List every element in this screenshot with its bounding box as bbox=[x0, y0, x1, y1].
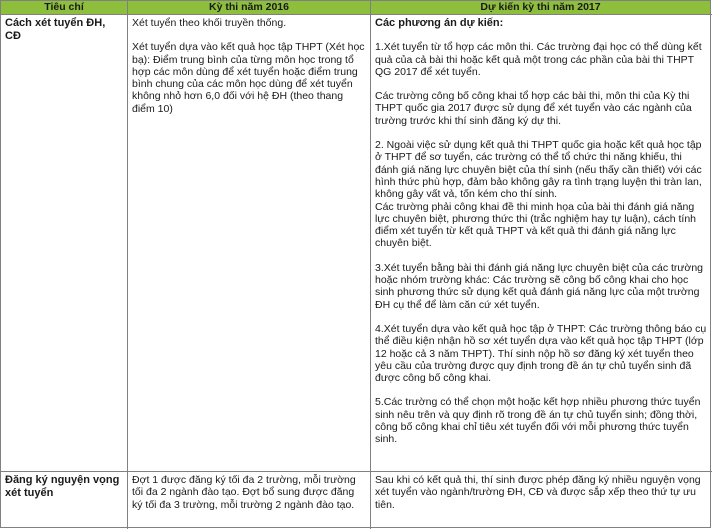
row2-2016-cell bbox=[128, 472, 370, 513]
row-2017-cell bbox=[371, 15, 711, 448]
admission-2017-title: Các phương án dự kiến: bbox=[375, 17, 504, 29]
admission-2017-option-5: 5.Các trường có thể chọn một hoặc kết hợp nhiều phương thức tuyển sinh nêu trên và quy định rõ trong đề án tự chủ tuyển sinh; đồng thời, công bố công khai chỉ tiêu xét tuyển đối với mỗi phương thức tuyển sinh. bbox=[375, 396, 701, 446]
header-exam-2017: Dự kiến kỳ thi năm 2017 bbox=[371, 1, 710, 14]
admission-2017-option-3: 3.Xét tuyển bằng bài thi đánh giá năng lực chuyên biệt của các trường hoặc nhóm trường khác: Các trường sẽ công bố công khai cho học sinh phương thức sử dụng kết quả đánh giá năng lực của một trường ĐH cụ thể để làm căn cứ xét tuyển. bbox=[375, 261, 703, 311]
admission-2017-option-1-note: Các trường công bố công khai tổ hợp các bài thi, môn thi của Kỳ thi THPT quốc gia 2017 được sử dụng để xét tuyển vào các ngành của trường trước khi thí sinh đăng ký dự thi. bbox=[375, 90, 692, 127]
header-criteria: Tiêu chí bbox=[1, 1, 128, 14]
admission-2017-option-4: 4.Xét tuyển dựa vào kết quả học tập ở THPT: Các trường thông báo cụ thể điều kiện nhận hồ sơ xét tuyển dựa vào kết quả học tập THPT (lớp 12 hoặc cả 3 năm THPT). Thí sinh nộp hồ sơ đăng ký xét tuyển theo yêu cầu của trường được quy định trong đề án tự chủ tuyển sinh đã được công bố công khai. bbox=[375, 322, 707, 385]
row-criteria-cell bbox=[1, 15, 127, 45]
admission-2017-option-1: 1.Xét tuyển từ tổ hợp các môn thi. Các trường đại học có thể dùng kết quả của cả bài thi hoặc kết quả một trong các phần của bài thi THPT QG 2017 để xét tuyển. bbox=[375, 41, 702, 78]
criteria-admission-method: Cách xét tuyển ĐH, CĐ bbox=[5, 17, 106, 42]
registration-2017-text: Sau khi có kết quả thi, thí sinh được phép đăng ký nhiều nguyện vọng xét tuyển vào ngành/trường ĐH, CĐ và được sắp xếp theo thứ tự ưu tiên. bbox=[375, 474, 701, 511]
row2-2017-cell bbox=[371, 472, 711, 513]
registration-2016-text: Đợt 1 được đăng ký tối đa 2 trường, mỗi trường tối đa 2 ngành đào tạo. Đợt bổ sung được đăng ký tối đa 3 trường, mỗi trường 2 ngành đào tạo. bbox=[132, 474, 356, 511]
criteria-registration: Đăng ký nguyện vọng xét tuyển bbox=[5, 474, 120, 499]
row-2016-cell bbox=[128, 15, 370, 117]
row2-criteria-cell bbox=[1, 472, 127, 502]
admission-2017-option-2: 2. Ngoài việc sử dụng kết quả thi THPT quốc gia hoặc kết quả học tập ở THPT để sơ tuyển, các trường có thể tổ chức thi năng khiếu, thi đánh giá năng lực chuyên biệt của thí sinh (nếu thấy cần thiết) với các hình thức phù hợp, đảm bảo không gây ra tình trạng luyện thi tràn lan, không gây vất vả, tốn kém cho thí sinh. bbox=[375, 139, 702, 201]
admission-2016-text-2: Xét tuyển dựa vào kết quả học tập THPT (Xét học bạ): Điểm trung bình của từng môn học trong tổ hợp các môn dùng để xét tuyển hoặc điểm trung bình chung của các môn học dùng để xét tuyển không nhỏ hơn 6,0 đối với hệ ĐH (theo thang điểm 10) bbox=[132, 41, 365, 115]
admission-2017-option-2-note: Các trường phải công khai đề thi minh họa của bài thi đánh giá năng lực chuyên biệt, phương thức thi (trắc nghiệm hay tự luận), cách tính điểm xét tuyển từ kết quả THPT và kết quả thi đánh giá năng lực chuyên biệt. bbox=[375, 200, 696, 250]
header-exam-2016: Kỳ thi năm 2016 bbox=[128, 1, 371, 14]
admission-2016-text-1: Xét tuyển theo khối truyền thống. bbox=[132, 17, 287, 29]
